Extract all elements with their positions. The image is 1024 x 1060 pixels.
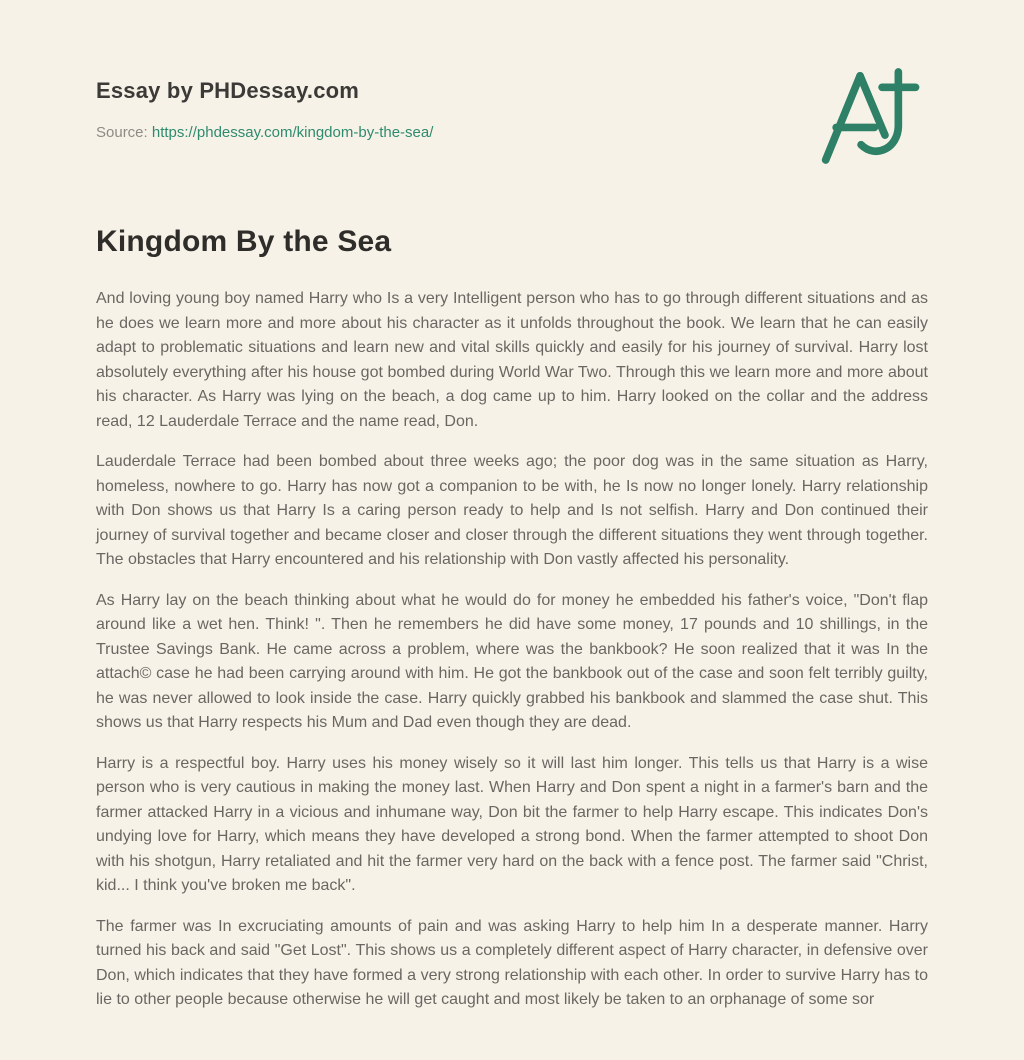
source-line [96,124,928,141]
source-url-link[interactable]: https://phdessay.com/kingdom-by-the-sea/ [151,124,434,141]
phdessay-logo-icon [818,68,928,164]
page-title: Kingdom By the Sea [96,225,392,258]
essay-paragraph: And loving young boy named Harry who Is a very Intelligent person who has to go through different situations and as he does we learn more and more about his character as it unfolds throughout the book. We learn that he can easily adapt to problematic situations and learn new and vital skills quickly and easily for his journey of survival. Harry lost absolutely everything after his house got bombed during World War Two. Through this we learn more and more about his character. As Harry was lying on the beach, a dog came up to him. Harry looked on the collar and the address read, 12 Lauderdale Terrace and the name read, Don. [96,290,928,430]
source-label: Source: [96,124,148,141]
essay-paragraph: Lauderdale Terrace had been bombed about three weeks ago; the poor dog was in the same situation as Harry, homeless, nowhere to go. Harry has now got a companion to be with, he Is now no longer lonely. Harry relationship with Don shows us that Harry Is a caring person ready to help and Is not selfish. Harry and Don continued their journey of survival together and became closer and closer through the different situations they went through together. The obstacles that Harry encountered and his relationship with Don vastly affected his personality. [96,453,928,568]
essay-body [96,287,928,1013]
essay-paragraph: As Harry lay on the beach thinking about what he would do for money he embedded his father's voice, "Don't flap around like a wet hen. Think! ". Then he remembers he did have some money, 17 pounds and 10 shillings, in the Trustee Savings Bank. He came across a problem, where was the bankbook? He soon realized that it was In the attach© case he had been carrying around with him. He got the bankbook out of the case and soon felt terribly guilty, he was never allowed to look inside the case. Harry quickly grabbed his bankbook and slammed the case shut. This shows us that Harry respects his Mum and Dad even though they are dead. [96,591,928,731]
essay-paragraph: Harry is a respectful boy. Harry uses his money wisely so it will last him longer. This tells us that Harry is a wise person who is very cautious in making the money last. When Harry and Don spent a night in a farmer's barn and the farmer attacked Harry in a vicious and inhumane way, Don bit the farmer to help Harry escape. This indicates Don's undying love for Harry, which means they have developed a strong bond. When the farmer attempted to shoot Don with his shotgun, Harry retaliated and hit the farmer very hard on the back with a fence post. The farmer said "Christ, kid... I think you've broken me back". [96,754,928,894]
essay-byline: Essay by PHDessay.com [96,78,360,103]
essay-paragraph: The farmer was In excruciating amounts of pain and was asking Harry to help him In a desperate manner. Harry turned his back and said "Get Lost". This shows us a completely different aspect of Harry character, in defensive over Don, which indicates that they have formed a very strong relationship with each other. In order to survive Harry has to lie to other people because otherwise he will get caught and most likely be taken to an orphanage of some sor [96,917,928,1008]
page-header [96,78,928,141]
